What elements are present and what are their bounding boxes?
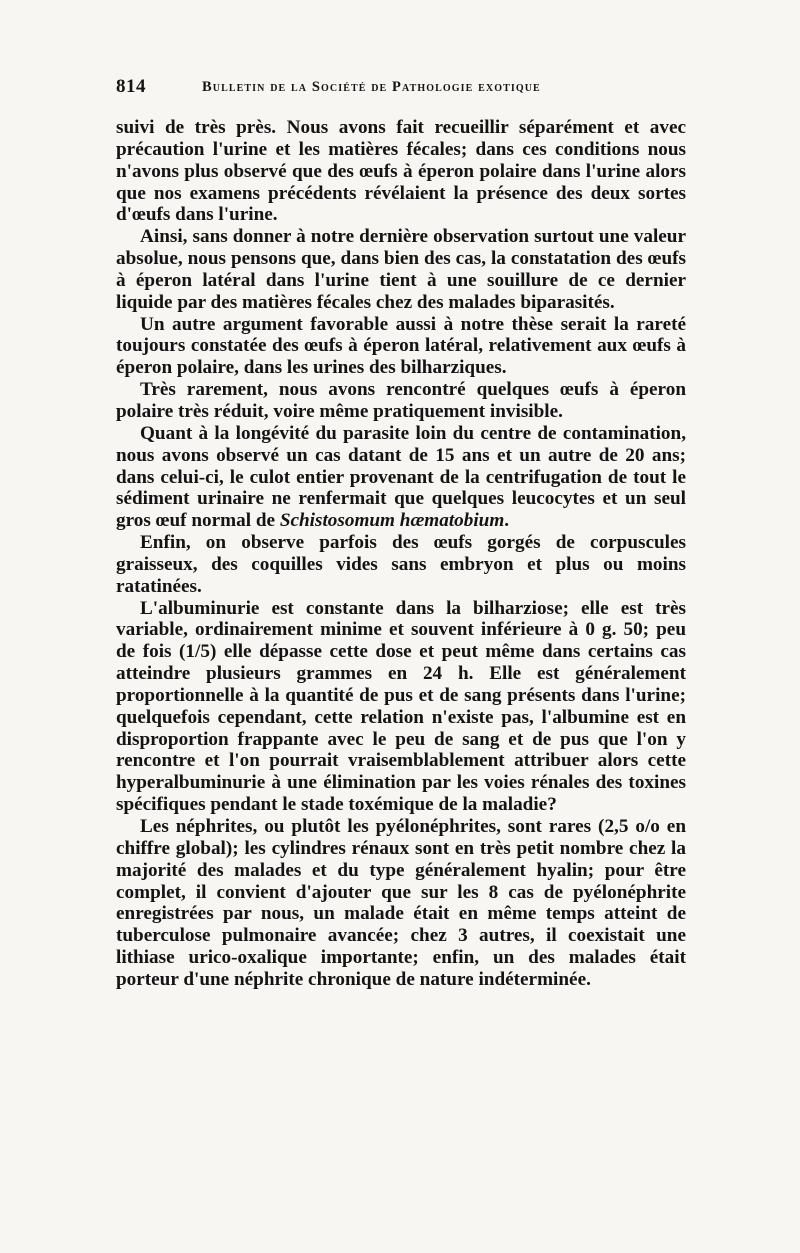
paragraph: Un autre argument favorable aussi à notre thèse serait la rareté toujours constatée des œufs à éperon latéral, relativement aux œufs à éperon polaire, dans les urines des bilharziques.: [116, 313, 686, 379]
paragraph: Enfin, on observe parfois des œufs gorgés de corpuscules graisseux, des coquilles vides sans embryon et plus ou moins ratatinées.: [116, 532, 686, 597]
paragraph-continued: suivi de très près. Nous avons fait recueillir séparément et avec précaution l'urine et les matières fécales; dans ces conditions nous n'avons plus observé que des œufs à éperon polaire dans l'urine alors que nos examens précédents révélaient la présence des deux sortes d'œufs dans l'urine.: [116, 117, 686, 226]
paragraph-text: .: [504, 510, 510, 532]
paragraph: L'albuminurie est constante dans la bilharziose; elle est très variable, ordinairement minime et souvent inférieure à 0 g. 50; peu de fois (1/5) elle dépasse cette dose et peut même dans certains cas atteindre plusieurs grammes en 24 h. Elle est généralement proportionnelle à la quantité de pus et de sang présents dans l'urine; quelquefois cependant, cette relation n'existe pas, l'albumine est en disproportion frappante avec le peu de sang et de pus que l'on y rencontre et l'on pourrait vraisemblablement attribuer alors cette hyperalbuminurie à une élimination par les voies rénales des toxines spécifiques pendant le stade toxémique de la maladie?: [116, 597, 686, 816]
paragraph: [116, 423, 686, 532]
paragraph: Les néphrites, ou plutôt les pyélonéphrites, sont rares (2,5 o/o en chiffre global); les cylindres rénaux sont en très petit nombre chez la majorité des malades et du type généralement hyalin; pour être complet, il convient d'ajouter que sur les 8 cas de pyélonéphrite enregistrées par nous, un malade était en même temps atteint de tuberculose pulmonaire avancée; chez 3 autres, il coexistait une lithiase urico-oxalique importante; enfin, un des malades était porteur d'une néphrite chronique de nature indéterminée.: [116, 816, 686, 990]
paragraph: Ainsi, sans donner à notre dernière observation surtout une valeur absolue, nous pensons que, dans bien des cas, la constatation des œufs à éperon latéral dans l'urine tient à une souillure de ce dernier liquide par des matières fécales chez des malades biparasités.: [116, 226, 686, 313]
species-name: Schistosomum hæmatobium: [279, 510, 505, 532]
page-number: 814: [116, 76, 146, 97]
body-text: [116, 117, 686, 991]
page-header: [116, 76, 686, 102]
running-title: Bulletin de la Société de Pathologie exotique: [202, 79, 541, 95]
paragraph: Très rarement, nous avons rencontré quelques œufs à éperon polaire très réduit, voire même pratiquement invisible.: [116, 379, 686, 422]
paragraph-text: Quant à la longévité du parasite loin du centre de contamination, nous avons observé un cas datant de 15 ans et un autre de 20 ans; dans celui-ci, le culot entier provenant de la centrifugation de tout le sédiment urinaire ne renfermait que quelques leucocytes et un seul gros œuf normal de: [116, 422, 686, 532]
